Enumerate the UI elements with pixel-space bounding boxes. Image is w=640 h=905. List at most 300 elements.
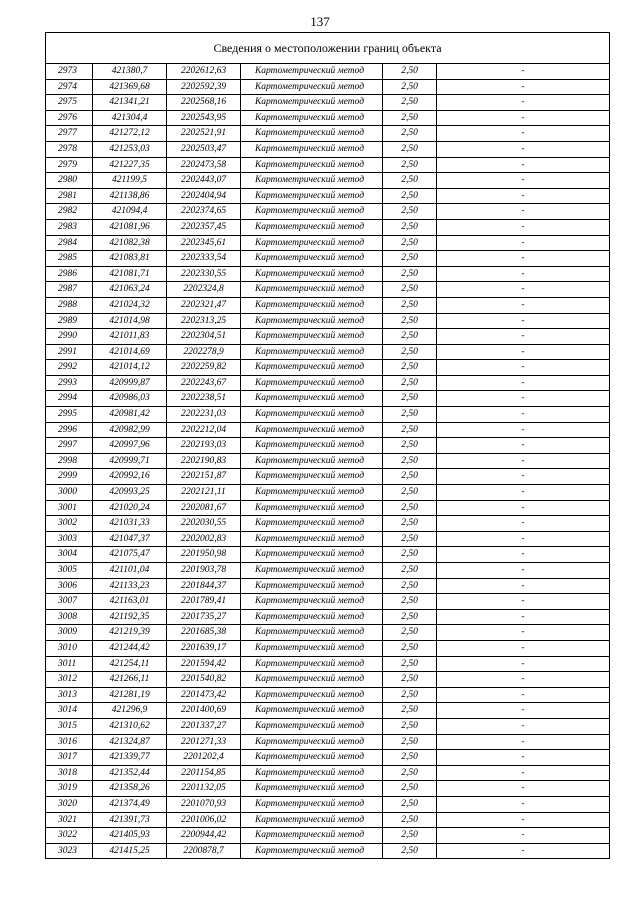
note-cell: - bbox=[437, 672, 610, 688]
y-coordinate-cell: 2202212,04 bbox=[167, 422, 241, 438]
note-cell: - bbox=[437, 547, 610, 563]
note-cell: - bbox=[437, 640, 610, 656]
note-cell: - bbox=[437, 485, 610, 501]
method-cell: Картометрический метод bbox=[241, 640, 383, 656]
point-number-cell: 3018 bbox=[46, 765, 93, 781]
note-cell: - bbox=[437, 594, 610, 610]
note-cell: - bbox=[437, 734, 610, 750]
y-coordinate-cell: 2201903,78 bbox=[167, 563, 241, 579]
method-cell: Картометрический метод bbox=[241, 438, 383, 454]
accuracy-cell: 2,50 bbox=[383, 407, 437, 423]
accuracy-cell: 2,50 bbox=[383, 718, 437, 734]
x-coordinate-cell: 421341,21 bbox=[93, 95, 167, 111]
x-coordinate-cell: 421324,87 bbox=[93, 734, 167, 750]
y-coordinate-cell: 2201540,82 bbox=[167, 672, 241, 688]
y-coordinate-cell: 2202592,39 bbox=[167, 79, 241, 95]
table-row bbox=[46, 360, 610, 376]
x-coordinate-cell: 421138,86 bbox=[93, 188, 167, 204]
y-coordinate-cell: 2202313,25 bbox=[167, 313, 241, 329]
note-cell: - bbox=[437, 828, 610, 844]
method-cell: Картометрический метод bbox=[241, 329, 383, 345]
table-row bbox=[46, 173, 610, 189]
table-row bbox=[46, 640, 610, 656]
y-coordinate-cell: 2201202,4 bbox=[167, 750, 241, 766]
y-coordinate-cell: 2202473,58 bbox=[167, 157, 241, 173]
table-row bbox=[46, 687, 610, 703]
table-row bbox=[46, 469, 610, 485]
point-number-cell: 3002 bbox=[46, 516, 93, 532]
note-cell: - bbox=[437, 656, 610, 672]
table-row bbox=[46, 781, 610, 797]
method-cell: Картометрический метод bbox=[241, 173, 383, 189]
accuracy-cell: 2,50 bbox=[383, 329, 437, 345]
point-number-cell: 3009 bbox=[46, 625, 93, 641]
method-cell: Картометрический метод bbox=[241, 266, 383, 282]
method-cell: Картометрический метод bbox=[241, 563, 383, 579]
accuracy-cell: 2,50 bbox=[383, 516, 437, 532]
x-coordinate-cell: 420997,96 bbox=[93, 438, 167, 454]
y-coordinate-cell: 2202121,11 bbox=[167, 485, 241, 501]
accuracy-cell: 2,50 bbox=[383, 750, 437, 766]
x-coordinate-cell: 421254,11 bbox=[93, 656, 167, 672]
x-coordinate-cell: 421020,24 bbox=[93, 500, 167, 516]
accuracy-cell: 2,50 bbox=[383, 578, 437, 594]
y-coordinate-cell: 2201789,41 bbox=[167, 594, 241, 610]
note-cell: - bbox=[437, 531, 610, 547]
method-cell: Картометрический метод bbox=[241, 796, 383, 812]
point-number-cell: 2988 bbox=[46, 297, 93, 313]
note-cell: - bbox=[437, 563, 610, 579]
method-cell: Картометрический метод bbox=[241, 313, 383, 329]
x-coordinate-cell: 421374,49 bbox=[93, 796, 167, 812]
accuracy-cell: 2,50 bbox=[383, 173, 437, 189]
accuracy-cell: 2,50 bbox=[383, 360, 437, 376]
method-cell: Картометрический метод bbox=[241, 500, 383, 516]
table-row bbox=[46, 329, 610, 345]
table-row bbox=[46, 344, 610, 360]
y-coordinate-cell: 2202193,03 bbox=[167, 438, 241, 454]
table-row bbox=[46, 251, 610, 267]
x-coordinate-cell: 421415,25 bbox=[93, 843, 167, 859]
x-coordinate-cell: 420999,87 bbox=[93, 375, 167, 391]
x-coordinate-cell: 420992,16 bbox=[93, 469, 167, 485]
x-coordinate-cell: 420986,03 bbox=[93, 391, 167, 407]
method-cell: Картометрический метод bbox=[241, 79, 383, 95]
x-coordinate-cell: 421192,35 bbox=[93, 609, 167, 625]
method-cell: Картометрический метод bbox=[241, 734, 383, 750]
y-coordinate-cell: 2201337,27 bbox=[167, 718, 241, 734]
x-coordinate-cell: 420999,71 bbox=[93, 453, 167, 469]
note-cell: - bbox=[437, 64, 610, 80]
point-number-cell: 2984 bbox=[46, 235, 93, 251]
x-coordinate-cell: 421391,73 bbox=[93, 812, 167, 828]
point-number-cell: 2974 bbox=[46, 79, 93, 95]
point-number-cell: 3001 bbox=[46, 500, 93, 516]
method-cell: Картометрический метод bbox=[241, 251, 383, 267]
point-number-cell: 3015 bbox=[46, 718, 93, 734]
x-coordinate-cell: 421082,38 bbox=[93, 235, 167, 251]
note-cell: - bbox=[437, 157, 610, 173]
table-row bbox=[46, 407, 610, 423]
accuracy-cell: 2,50 bbox=[383, 219, 437, 235]
y-coordinate-cell: 2202443,07 bbox=[167, 173, 241, 189]
x-coordinate-cell: 421014,98 bbox=[93, 313, 167, 329]
note-cell: - bbox=[437, 718, 610, 734]
table-title-row bbox=[46, 33, 610, 64]
note-cell: - bbox=[437, 251, 610, 267]
point-number-cell: 2987 bbox=[46, 282, 93, 298]
y-coordinate-cell: 2201154,85 bbox=[167, 765, 241, 781]
point-number-cell: 3023 bbox=[46, 843, 93, 859]
note-cell: - bbox=[437, 500, 610, 516]
point-number-cell: 3011 bbox=[46, 656, 93, 672]
note-cell: - bbox=[437, 796, 610, 812]
method-cell: Картометрический метод bbox=[241, 188, 383, 204]
method-cell: Картометрический метод bbox=[241, 360, 383, 376]
x-coordinate-cell: 421031,33 bbox=[93, 516, 167, 532]
point-number-cell: 2977 bbox=[46, 126, 93, 142]
accuracy-cell: 2,50 bbox=[383, 95, 437, 111]
point-number-cell: 2973 bbox=[46, 64, 93, 80]
method-cell: Картометрический метод bbox=[241, 703, 383, 719]
x-coordinate-cell: 421063,24 bbox=[93, 282, 167, 298]
table-row bbox=[46, 578, 610, 594]
note-cell: - bbox=[437, 95, 610, 111]
point-number-cell: 2990 bbox=[46, 329, 93, 345]
note-cell: - bbox=[437, 438, 610, 454]
method-cell: Картометрический метод bbox=[241, 625, 383, 641]
x-coordinate-cell: 421253,03 bbox=[93, 141, 167, 157]
point-number-cell: 2996 bbox=[46, 422, 93, 438]
table-row bbox=[46, 126, 610, 142]
point-number-cell: 3010 bbox=[46, 640, 93, 656]
method-cell: Картометрический метод bbox=[241, 344, 383, 360]
table-row bbox=[46, 110, 610, 126]
point-number-cell: 2986 bbox=[46, 266, 93, 282]
accuracy-cell: 2,50 bbox=[383, 469, 437, 485]
note-cell: - bbox=[437, 469, 610, 485]
table-row bbox=[46, 656, 610, 672]
note-cell: - bbox=[437, 266, 610, 282]
x-coordinate-cell: 421014,12 bbox=[93, 360, 167, 376]
point-number-cell: 2983 bbox=[46, 219, 93, 235]
point-number-cell: 3013 bbox=[46, 687, 93, 703]
y-coordinate-cell: 2202521,91 bbox=[167, 126, 241, 142]
table-row bbox=[46, 438, 610, 454]
x-coordinate-cell: 421244,42 bbox=[93, 640, 167, 656]
y-coordinate-cell: 2202243,67 bbox=[167, 375, 241, 391]
table-row bbox=[46, 266, 610, 282]
accuracy-cell: 2,50 bbox=[383, 79, 437, 95]
method-cell: Картометрический метод bbox=[241, 828, 383, 844]
point-number-cell: 3016 bbox=[46, 734, 93, 750]
method-cell: Картометрический метод bbox=[241, 375, 383, 391]
point-number-cell: 2978 bbox=[46, 141, 93, 157]
table-row bbox=[46, 282, 610, 298]
y-coordinate-cell: 2202345,61 bbox=[167, 235, 241, 251]
note-cell: - bbox=[437, 703, 610, 719]
point-number-cell: 2980 bbox=[46, 173, 93, 189]
note-cell: - bbox=[437, 609, 610, 625]
point-number-cell: 3004 bbox=[46, 547, 93, 563]
note-cell: - bbox=[437, 625, 610, 641]
accuracy-cell: 2,50 bbox=[383, 547, 437, 563]
point-number-cell: 3014 bbox=[46, 703, 93, 719]
x-coordinate-cell: 421094,4 bbox=[93, 204, 167, 220]
y-coordinate-cell: 2201639,17 bbox=[167, 640, 241, 656]
table-row bbox=[46, 718, 610, 734]
x-coordinate-cell: 421358,26 bbox=[93, 781, 167, 797]
method-cell: Картометрический метод bbox=[241, 422, 383, 438]
method-cell: Картометрический метод bbox=[241, 516, 383, 532]
x-coordinate-cell: 421266,11 bbox=[93, 672, 167, 688]
note-cell: - bbox=[437, 407, 610, 423]
y-coordinate-cell: 2201400,69 bbox=[167, 703, 241, 719]
y-coordinate-cell: 2201735,27 bbox=[167, 609, 241, 625]
accuracy-cell: 2,50 bbox=[383, 812, 437, 828]
y-coordinate-cell: 2201685,38 bbox=[167, 625, 241, 641]
method-cell: Картометрический метод bbox=[241, 765, 383, 781]
x-coordinate-cell: 421133,23 bbox=[93, 578, 167, 594]
note-cell: - bbox=[437, 422, 610, 438]
method-cell: Картометрический метод bbox=[241, 485, 383, 501]
point-number-cell: 2991 bbox=[46, 344, 93, 360]
accuracy-cell: 2,50 bbox=[383, 672, 437, 688]
accuracy-cell: 2,50 bbox=[383, 64, 437, 80]
table-row bbox=[46, 453, 610, 469]
note-cell: - bbox=[437, 391, 610, 407]
note-cell: - bbox=[437, 344, 610, 360]
method-cell: Картометрический метод bbox=[241, 812, 383, 828]
x-coordinate-cell: 421011,83 bbox=[93, 329, 167, 345]
table-row bbox=[46, 703, 610, 719]
accuracy-cell: 2,50 bbox=[383, 266, 437, 282]
y-coordinate-cell: 2202278,9 bbox=[167, 344, 241, 360]
y-coordinate-cell: 2202333,54 bbox=[167, 251, 241, 267]
x-coordinate-cell: 421380,7 bbox=[93, 64, 167, 80]
note-cell: - bbox=[437, 765, 610, 781]
point-number-cell: 2989 bbox=[46, 313, 93, 329]
accuracy-cell: 2,50 bbox=[383, 781, 437, 797]
method-cell: Картометрический метод bbox=[241, 407, 383, 423]
y-coordinate-cell: 2202612,63 bbox=[167, 64, 241, 80]
point-number-cell: 3021 bbox=[46, 812, 93, 828]
table-row bbox=[46, 157, 610, 173]
y-coordinate-cell: 2201844,37 bbox=[167, 578, 241, 594]
point-number-cell: 2998 bbox=[46, 453, 93, 469]
method-cell: Картометрический метод bbox=[241, 95, 383, 111]
x-coordinate-cell: 420993,25 bbox=[93, 485, 167, 501]
y-coordinate-cell: 2201271,33 bbox=[167, 734, 241, 750]
method-cell: Картометрический метод bbox=[241, 750, 383, 766]
point-number-cell: 3008 bbox=[46, 609, 93, 625]
table-row bbox=[46, 141, 610, 157]
accuracy-cell: 2,50 bbox=[383, 703, 437, 719]
point-number-cell: 2981 bbox=[46, 188, 93, 204]
table-row bbox=[46, 765, 610, 781]
point-number-cell: 2993 bbox=[46, 375, 93, 391]
method-cell: Картометрический метод bbox=[241, 126, 383, 142]
x-coordinate-cell: 421101,04 bbox=[93, 563, 167, 579]
note-cell: - bbox=[437, 750, 610, 766]
accuracy-cell: 2,50 bbox=[383, 609, 437, 625]
method-cell: Картометрический метод bbox=[241, 781, 383, 797]
table-row bbox=[46, 796, 610, 812]
table-body bbox=[46, 64, 610, 859]
accuracy-cell: 2,50 bbox=[383, 297, 437, 313]
table-row bbox=[46, 547, 610, 563]
point-number-cell: 2992 bbox=[46, 360, 93, 376]
note-cell: - bbox=[437, 516, 610, 532]
y-coordinate-cell: 2202357,45 bbox=[167, 219, 241, 235]
y-coordinate-cell: 2201473,42 bbox=[167, 687, 241, 703]
y-coordinate-cell: 2202151,87 bbox=[167, 469, 241, 485]
page-number: 137 bbox=[310, 14, 330, 29]
point-number-cell: 3005 bbox=[46, 563, 93, 579]
table-row bbox=[46, 609, 610, 625]
table-title: Сведения о местоположении границ объекта bbox=[46, 33, 610, 64]
table-row bbox=[46, 672, 610, 688]
accuracy-cell: 2,50 bbox=[383, 563, 437, 579]
x-coordinate-cell: 421310,62 bbox=[93, 718, 167, 734]
point-number-cell: 3000 bbox=[46, 485, 93, 501]
method-cell: Картометрический метод bbox=[241, 594, 383, 610]
accuracy-cell: 2,50 bbox=[383, 204, 437, 220]
x-coordinate-cell: 421369,68 bbox=[93, 79, 167, 95]
table-row bbox=[46, 297, 610, 313]
point-number-cell: 3019 bbox=[46, 781, 93, 797]
table-row bbox=[46, 422, 610, 438]
point-number-cell: 2995 bbox=[46, 407, 93, 423]
accuracy-cell: 2,50 bbox=[383, 157, 437, 173]
accuracy-cell: 2,50 bbox=[383, 126, 437, 142]
point-number-cell: 2976 bbox=[46, 110, 93, 126]
x-coordinate-cell: 421047,37 bbox=[93, 531, 167, 547]
y-coordinate-cell: 2202238,51 bbox=[167, 391, 241, 407]
method-cell: Картометрический метод bbox=[241, 157, 383, 173]
table-row bbox=[46, 625, 610, 641]
x-coordinate-cell: 421304,4 bbox=[93, 110, 167, 126]
y-coordinate-cell: 2202404,94 bbox=[167, 188, 241, 204]
table-row bbox=[46, 235, 610, 251]
x-coordinate-cell: 421296,9 bbox=[93, 703, 167, 719]
y-coordinate-cell: 2200878,7 bbox=[167, 843, 241, 859]
note-cell: - bbox=[437, 360, 610, 376]
y-coordinate-cell: 2202030,55 bbox=[167, 516, 241, 532]
method-cell: Картометрический метод bbox=[241, 672, 383, 688]
table-row bbox=[46, 313, 610, 329]
accuracy-cell: 2,50 bbox=[383, 765, 437, 781]
method-cell: Картометрический метод bbox=[241, 297, 383, 313]
point-number-cell: 2975 bbox=[46, 95, 93, 111]
table-row bbox=[46, 391, 610, 407]
method-cell: Картометрический метод bbox=[241, 656, 383, 672]
y-coordinate-cell: 2202259,82 bbox=[167, 360, 241, 376]
method-cell: Картометрический метод bbox=[241, 219, 383, 235]
method-cell: Картометрический метод bbox=[241, 453, 383, 469]
note-cell: - bbox=[437, 313, 610, 329]
accuracy-cell: 2,50 bbox=[383, 422, 437, 438]
y-coordinate-cell: 2202231,03 bbox=[167, 407, 241, 423]
method-cell: Картометрический метод bbox=[241, 141, 383, 157]
accuracy-cell: 2,50 bbox=[383, 453, 437, 469]
method-cell: Картометрический метод bbox=[241, 110, 383, 126]
accuracy-cell: 2,50 bbox=[383, 375, 437, 391]
accuracy-cell: 2,50 bbox=[383, 687, 437, 703]
x-coordinate-cell: 421281,19 bbox=[93, 687, 167, 703]
note-cell: - bbox=[437, 375, 610, 391]
accuracy-cell: 2,50 bbox=[383, 734, 437, 750]
note-cell: - bbox=[437, 110, 610, 126]
method-cell: Картометрический метод bbox=[241, 282, 383, 298]
method-cell: Картометрический метод bbox=[241, 64, 383, 80]
y-coordinate-cell: 2201950,98 bbox=[167, 547, 241, 563]
table-row bbox=[46, 750, 610, 766]
x-coordinate-cell: 421163,01 bbox=[93, 594, 167, 610]
method-cell: Картометрический метод bbox=[241, 469, 383, 485]
x-coordinate-cell: 421272,12 bbox=[93, 126, 167, 142]
table-row bbox=[46, 95, 610, 111]
x-coordinate-cell: 421024,32 bbox=[93, 297, 167, 313]
table-row bbox=[46, 64, 610, 80]
table-row bbox=[46, 79, 610, 95]
table-row bbox=[46, 485, 610, 501]
accuracy-cell: 2,50 bbox=[383, 640, 437, 656]
point-number-cell: 2985 bbox=[46, 251, 93, 267]
accuracy-cell: 2,50 bbox=[383, 656, 437, 672]
table-row bbox=[46, 843, 610, 859]
boundary-coordinates-table bbox=[45, 32, 610, 859]
table-row bbox=[46, 531, 610, 547]
table-row bbox=[46, 734, 610, 750]
note-cell: - bbox=[437, 297, 610, 313]
x-coordinate-cell: 421081,71 bbox=[93, 266, 167, 282]
y-coordinate-cell: 2202503,47 bbox=[167, 141, 241, 157]
y-coordinate-cell: 2202002,83 bbox=[167, 531, 241, 547]
method-cell: Картометрический метод bbox=[241, 609, 383, 625]
note-cell: - bbox=[437, 235, 610, 251]
y-coordinate-cell: 2202543,95 bbox=[167, 110, 241, 126]
note-cell: - bbox=[437, 188, 610, 204]
y-coordinate-cell: 2201070,93 bbox=[167, 796, 241, 812]
x-coordinate-cell: 421014,69 bbox=[93, 344, 167, 360]
method-cell: Картометрический метод bbox=[241, 204, 383, 220]
y-coordinate-cell: 2201594,42 bbox=[167, 656, 241, 672]
table-row bbox=[46, 500, 610, 516]
point-number-cell: 3006 bbox=[46, 578, 93, 594]
note-cell: - bbox=[437, 219, 610, 235]
y-coordinate-cell: 2202190,83 bbox=[167, 453, 241, 469]
y-coordinate-cell: 2201006,02 bbox=[167, 812, 241, 828]
note-cell: - bbox=[437, 329, 610, 345]
accuracy-cell: 2,50 bbox=[383, 391, 437, 407]
table-row bbox=[46, 812, 610, 828]
point-number-cell: 2997 bbox=[46, 438, 93, 454]
x-coordinate-cell: 421083,81 bbox=[93, 251, 167, 267]
accuracy-cell: 2,50 bbox=[383, 594, 437, 610]
x-coordinate-cell: 421081,96 bbox=[93, 219, 167, 235]
x-coordinate-cell: 421075,47 bbox=[93, 547, 167, 563]
accuracy-cell: 2,50 bbox=[383, 344, 437, 360]
x-coordinate-cell: 421405,93 bbox=[93, 828, 167, 844]
note-cell: - bbox=[437, 781, 610, 797]
y-coordinate-cell: 2202568,16 bbox=[167, 95, 241, 111]
x-coordinate-cell: 421339,77 bbox=[93, 750, 167, 766]
note-cell: - bbox=[437, 453, 610, 469]
point-number-cell: 3022 bbox=[46, 828, 93, 844]
accuracy-cell: 2,50 bbox=[383, 531, 437, 547]
accuracy-cell: 2,50 bbox=[383, 235, 437, 251]
